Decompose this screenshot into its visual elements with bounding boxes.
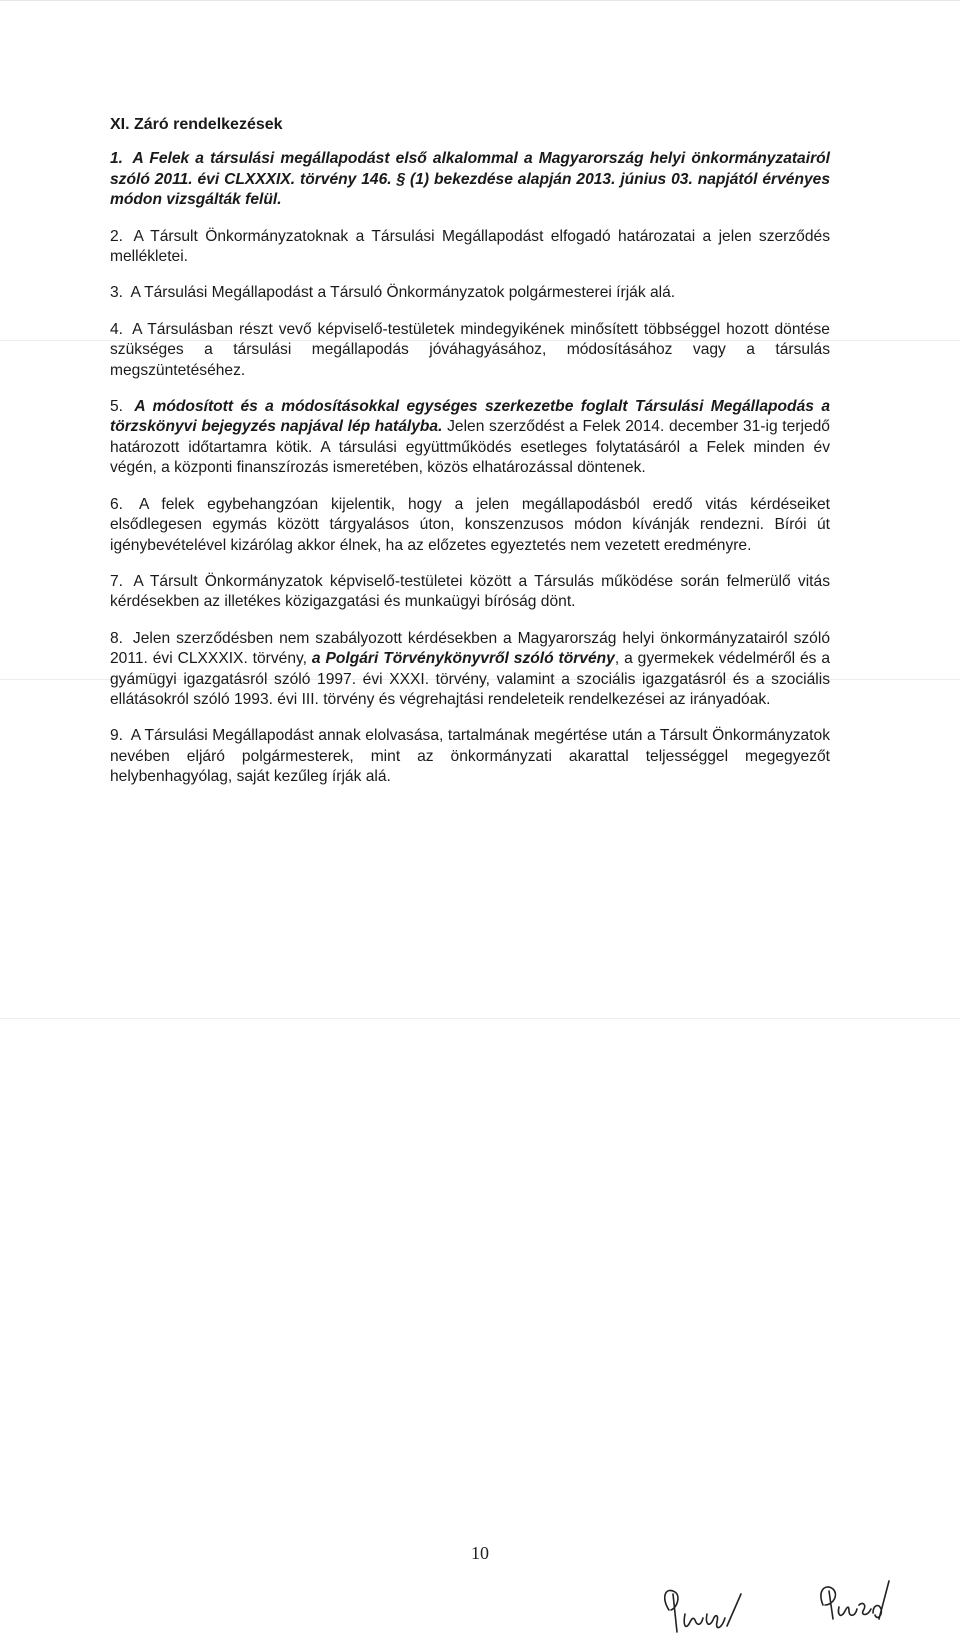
scan-line [0, 1018, 960, 1019]
page-number: 10 [471, 1543, 489, 1563]
clause-text: A Társult Önkormányzatok képviselő-testületei között a Társulás működése során felmerülő vitás kérdésekben az illetékes közigazgatási és munkaügyi bíróság dönt. [110, 572, 830, 611]
clause-number: 5. [110, 398, 124, 416]
clause-8 [110, 629, 830, 711]
clause-text: A felek egybehangzóan kijelentik, hogy a jelen megállapodásból eredő vitás kérdéseiket elsődlegesen egymás között tárgyalásos úton, konszenzusos módon kívánják rendezni. Bírói út igénybevételével kizárólag akkor élnek, ha az előzetes egyeztetés nem vezetett eredményre. [110, 495, 830, 554]
clause-number: 7. [110, 572, 124, 590]
clause-emphasis: A módosított és a módosításokkal egységes szerkezetbe foglalt Társulási Megállapodás a törzskönyvi bejegyzés napjával lép hatályba. [110, 398, 830, 436]
clause-1 [110, 149, 830, 210]
page-top-edge [0, 0, 960, 1]
signature-left [655, 1580, 755, 1640]
signature-right [815, 1575, 895, 1635]
clause-text: A Társulási Megállapodást annak elolvasása, tartalmának megértése után a Társult Önkormányzatok nevében eljáró polgármesterek, mint az önkormányzati akarattal teljességgel megegyezőt helybenhagyólag, saját kezűleg írják alá. [110, 727, 830, 786]
clause-text: A Felek a társulási megállapodást első alkalommal a Magyarország helyi önkormányzatairól szóló 2011. évi CLXXXIX. törvény 146. § (1) bekezdése alapján 2013. június 03. napjától érvényes módon vizsgálták felül. [110, 150, 830, 209]
clause-number: 8. [110, 629, 124, 647]
clause-number: 9. [110, 727, 124, 745]
clause-number: 2. [110, 227, 124, 245]
clause-text: A Társulási Megállapodást a Társuló Önkormányzatok polgármesterei írják alá. [130, 284, 676, 302]
clause-2 [110, 227, 830, 268]
clause-text-before: Jelen szerződésben nem szabályozott kérdésekben a Magyarország helyi önkormányzatairól szóló 2011. évi CLXXXIX. törvény, [110, 629, 830, 668]
clause-number: 4. [110, 320, 124, 338]
clause-text: Jelen szerződést a Felek 2014. december 31-ig terjedő határozott időtartamra kötik. A társulási együttműködés esetleges folytatásáról a Felek minden év végén, a központi finanszírozás ismeretében, közös elhatározással döntenek. [110, 418, 830, 477]
clause-9 [110, 726, 830, 787]
clause-4 [110, 320, 830, 381]
clause-emphasis: a Polgári Törvénykönyvről szóló törvény [311, 650, 615, 668]
document-body [110, 115, 830, 804]
clause-text: A Társult Önkormányzatoknak a Társulási Megállapodást elfogadó határozatai a jelen szerződés mellékletei. [110, 227, 830, 266]
clause-number: 1. [110, 150, 124, 168]
clause-6 [110, 495, 830, 556]
clause-text-after: , a gyermekek védelméről és a gyámügyi igazgatásról szóló 1997. évi XXXI. törvény, valamint a szociális igazgatásról és a szociális ellátásokról szóló 1993. évi III. törvény és végrehajtási rendeleteik rendelkezései az irányadóak. [110, 650, 831, 708]
clause-text: A Társulásban részt vevő képviselő-testületek mindegyikének minősített többséggel hozott döntése szükséges a társulási megállapodás jóváhagyásához, módosításához vagy a társulás megszüntetéséhez. [110, 320, 830, 379]
clause-7 [110, 572, 830, 613]
section-title: XI. Záró rendelkezések [110, 116, 283, 133]
clause-3 [110, 283, 830, 303]
clause-number: 3. [110, 284, 124, 302]
clause-number: 6. [110, 495, 124, 513]
clause-5 [110, 397, 830, 479]
